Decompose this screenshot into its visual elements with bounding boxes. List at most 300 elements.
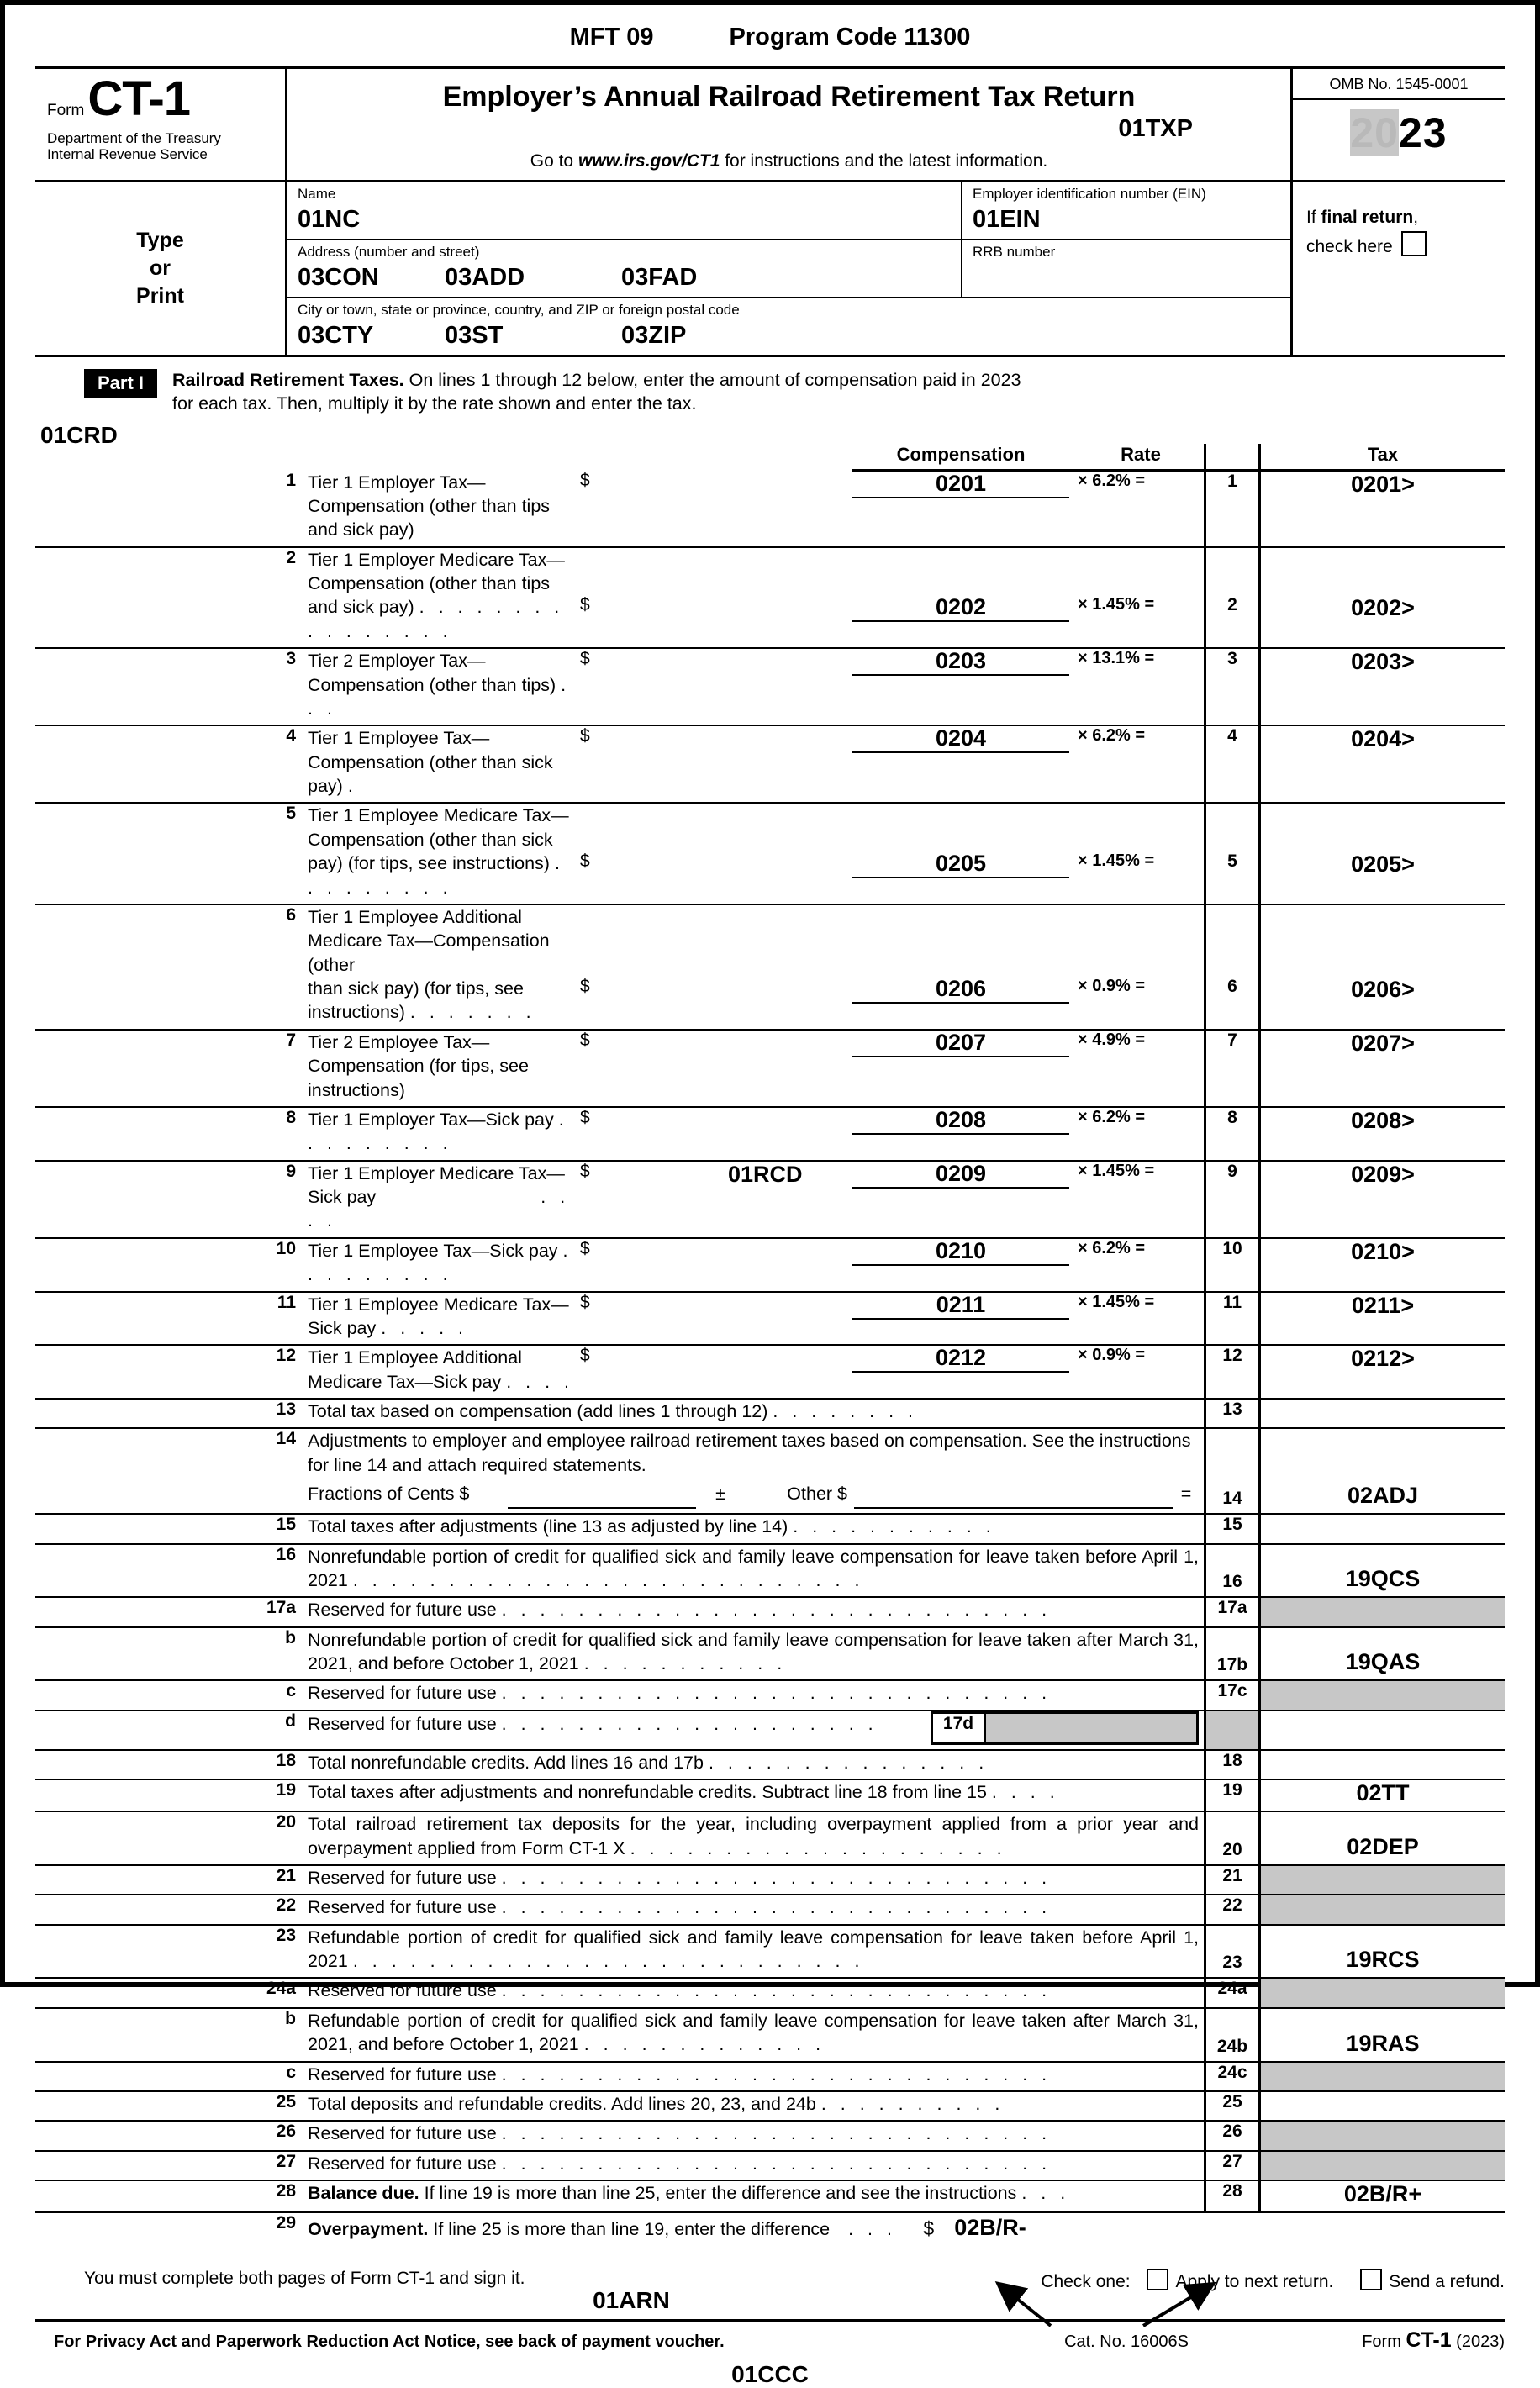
line-2-tax[interactable]: 0202>	[1351, 595, 1415, 621]
line-12-tax[interactable]: 0212>	[1351, 1346, 1415, 1372]
line-17c-lnum: 17c	[1205, 1680, 1260, 1705]
part-1-heading	[35, 369, 1505, 415]
line-14-fractions-input[interactable]	[508, 1482, 696, 1508]
line-4-dots: .	[347, 776, 358, 797]
line-10-desc: Tier 1 Employee Tax—Sick pay	[308, 1240, 558, 1261]
line-1-desc: Tier 1 Employer Tax—Compensation (other than tips and sick pay)	[308, 472, 551, 540]
table-row	[35, 725, 1505, 798]
line-12-lnum: 12	[1205, 1345, 1260, 1394]
line-12-dollar: $	[580, 1346, 590, 1366]
line-3-number: 3	[286, 649, 296, 669]
omb-year-block	[1293, 69, 1505, 180]
table-row	[35, 2091, 1505, 2116]
line-13-number: 13	[276, 1400, 296, 1420]
line-23-desc: Refundable portion of credit for qualified sick and family leave compensation for leave taken before April 1, 2021	[308, 1927, 1199, 1972]
line-28-desc: If line 19 is more than line 25, enter the difference and see the instructions	[419, 2183, 1017, 2204]
line-11-rate: × 1.45% =	[1078, 1292, 1155, 1311]
line-26-reserved-cell	[1260, 2121, 1506, 2145]
line-28-number: 28	[276, 2181, 296, 2201]
line-7-compensation[interactable]: 0207	[852, 1031, 1069, 1057]
line-28-lnum: 28	[1205, 2180, 1260, 2207]
line-14-tax[interactable]: 02ADJ	[1347, 1483, 1419, 1509]
line-8-compensation[interactable]: 0208	[852, 1108, 1069, 1135]
line-12-number: 12	[276, 1346, 296, 1366]
line-24a-desc: Reserved for future use	[308, 1980, 497, 2001]
line-14-fractions-label: Fractions of Cents $	[308, 1484, 470, 1505]
form-word-label: Form	[47, 102, 85, 119]
line-5-lnum: 5	[1205, 851, 1260, 899]
header-tax: Tax	[1260, 444, 1506, 471]
line-26-lnum: 26	[1205, 2121, 1260, 2145]
must-complete-note: You must complete both pages of Form CT-1 and sign it.	[84, 2268, 525, 2288]
privacy-notice: For Privacy Act and Paperwork Reduction Act Notice, see back of payment voucher.	[54, 2332, 725, 2351]
table-column-headers	[35, 444, 1505, 471]
zip-value: 03ZIP	[621, 322, 687, 349]
line-8-lnum: 8	[1205, 1107, 1260, 1156]
type-or-print-line3: Print	[136, 284, 184, 308]
table-row	[35, 2180, 1505, 2207]
line-12-rate: × 0.9% =	[1078, 1346, 1146, 1365]
table-row	[35, 1978, 1505, 2002]
line-2-number: 2	[286, 547, 296, 567]
line-20-lnum: 20	[1205, 1811, 1260, 1860]
line-18-lnum: 18	[1205, 1750, 1260, 1774]
table-row	[35, 471, 1505, 542]
line-3-lnum: 3	[1205, 648, 1260, 720]
line-17a-lnum: 17a	[1205, 1597, 1260, 1621]
top-codes-row	[35, 5, 1505, 51]
line-24b-number: b	[285, 2008, 296, 2028]
line-4-desc: Tier 1 Employee Tax—Compensation (other than sick pay)	[308, 728, 553, 797]
line-6-tax[interactable]: 0206>	[1351, 977, 1415, 1003]
line-17c-dots: . . . . . . . . . . . . . . . . . . . . . . . . . . . . .	[501, 1683, 1052, 1704]
final-return-bold: final return	[1321, 208, 1414, 227]
final-return-checkhere-label: check here	[1306, 236, 1393, 256]
line-6-number: 6	[286, 904, 296, 925]
line-24a-dots: . . . . . . . . . . . . . . . . . . . . . . . . . . . . .	[501, 1980, 1052, 2001]
line-13-dots: . . . . . . . .	[773, 1401, 918, 1422]
line-19-number: 19	[276, 1780, 296, 1800]
table-row	[35, 2062, 1505, 2086]
line-1-lnum: 1	[1205, 471, 1260, 542]
line-2-lnum: 2	[1205, 595, 1260, 643]
table-row	[35, 1925, 1505, 1974]
line-17b-number: b	[285, 1627, 296, 1647]
header-rate: Rate	[1069, 444, 1205, 471]
line-17d-number: d	[285, 1711, 296, 1731]
line-22-desc: Reserved for future use	[308, 1897, 497, 1918]
line-20-tax[interactable]: 02DEP	[1347, 1833, 1419, 1859]
line-14-other-input[interactable]	[854, 1482, 1173, 1508]
line-14-other-label: Other $	[787, 1484, 847, 1505]
line-18-number: 18	[276, 1750, 296, 1770]
line-10-rate: × 6.2% =	[1078, 1238, 1146, 1257]
tax-year-prefix: 20	[1350, 109, 1399, 156]
line-24c-lnum: 24c	[1205, 2062, 1260, 2086]
part-1-badge: Part I	[84, 369, 157, 398]
line-10-lnum: 10	[1205, 1238, 1260, 1287]
line-19-dots: . . . .	[991, 1782, 1060, 1803]
table-row	[35, 1477, 1505, 1509]
rrb-field[interactable]	[962, 240, 1290, 297]
line-17b-desc: Nonrefundable portion of credit for qualified sick and family leave compensation for leave taken after March 31, 2021, and before October 1, 2021	[308, 1629, 1199, 1674]
table-row	[35, 1711, 1505, 1745]
footer-form-name: CT-1	[1406, 2327, 1452, 2352]
line-9-desc: Tier 1 Employer Medicare Tax—Sick pay	[308, 1162, 565, 1208]
table-row	[35, 1238, 1505, 1287]
line-11-desc: Tier 1 Employee Medicare Tax—Sick pay	[308, 1294, 569, 1338]
table-row	[35, 2212, 1505, 2243]
table-row	[35, 1292, 1505, 1341]
table-row	[35, 1865, 1505, 1890]
final-return-checkbox[interactable]	[1401, 231, 1427, 256]
line-17d-reserved-cell	[985, 1712, 1198, 1743]
line-10-tax[interactable]: 0210>	[1351, 1238, 1415, 1264]
final-return-prefix: If	[1306, 208, 1321, 227]
dept-line-1: Department of the Treasury	[47, 130, 221, 147]
line-24c-desc: Reserved for future use	[308, 2064, 497, 2085]
line-23-number: 23	[276, 1925, 296, 1945]
program-code: Program Code 11300	[729, 24, 971, 50]
line-9-lnum: 9	[1205, 1161, 1260, 1233]
form-identity-block	[35, 69, 287, 180]
line-5-dots: . . . . . . . . .	[308, 853, 565, 898]
line-28-tax[interactable]: 02B/R+	[1343, 2181, 1422, 2207]
goto-instructions	[287, 151, 1290, 171]
line-8-dots: . . . . . . . . .	[308, 1109, 569, 1154]
line-14-desc: Adjustments to employer and employee railroad retirement taxes based on compensation. See the instructions for line 14 and attach required statements.	[308, 1431, 1191, 1475]
line-17a-dots: . . . . . . . . . . . . . . . . . . . . . . . . . . . . .	[501, 1600, 1052, 1621]
table-row	[35, 1680, 1505, 1705]
line-2-desc: Tier 1 Employer Medicare Tax—Compensation (other than tips	[308, 549, 565, 594]
line-12-desc: Tier 1 Employee Additional Medicare Tax—Sick pay	[308, 1347, 522, 1392]
footer-form-year: (2023)	[1451, 2332, 1505, 2351]
line-17d-spacer-lnum	[1205, 1711, 1260, 1745]
line-4-lnum: 4	[1205, 725, 1260, 798]
ein-caption: Employer identification number (EIN)	[973, 186, 1206, 202]
check-one-label: Check one:	[1041, 2271, 1131, 2291]
ccc-code: 01CCC	[731, 2360, 809, 2387]
line-8-tax[interactable]: 0208>	[1351, 1107, 1415, 1133]
ein-field[interactable]	[962, 182, 1290, 239]
line-5-number: 5	[286, 804, 296, 824]
mft-code: MFT 09	[569, 24, 654, 50]
table-row	[35, 803, 1505, 851]
entity-block	[35, 182, 1505, 357]
address-value-1: 03CON	[298, 264, 379, 291]
line-2-dollar: $	[580, 595, 590, 615]
line-2-dots: . . . . . . . . . . . . . . . .	[308, 597, 564, 641]
line-22-number: 22	[276, 1895, 296, 1916]
line-26-dots: . . . . . . . . . . . . . . . . . . . . . . . . . . . . .	[501, 2123, 1052, 2144]
line-7-desc: Tier 2 Employee Tax—Compensation (for tips, see instructions)	[308, 1031, 529, 1100]
line-25-number: 25	[276, 2091, 296, 2111]
rrb-caption: RRB number	[973, 244, 1056, 260]
crd-code: 01CRD	[40, 422, 118, 449]
line-25-desc: Total deposits and refundable credits. Add lines 20, 23, and 24b	[308, 2093, 816, 2114]
line-17a-reserved-cell	[1260, 1597, 1506, 1621]
line-18-desc: Total nonrefundable credits. Add lines 16 and 17b	[308, 1752, 704, 1773]
line-4-number: 4	[286, 726, 296, 746]
line-27-number: 27	[276, 2151, 296, 2171]
table-row	[35, 1750, 1505, 1774]
line-11-tax[interactable]: 0211>	[1351, 1292, 1415, 1318]
final-return-block	[1293, 182, 1505, 355]
line-24b-desc: Refundable portion of credit for qualified sick and family leave compensation for leave taken after March 31, 2021, and before October 1, 2021	[308, 2010, 1199, 2055]
line-29-dollar: $	[923, 2217, 935, 2240]
goto-suffix: for instructions and the latest information.	[720, 151, 1048, 171]
part-1-text-2: for each tax. Then, multiply it by the rate shown and enter the tax.	[172, 393, 697, 414]
table-row	[35, 2151, 1505, 2175]
line-9-compensation[interactable]: 0209	[852, 1162, 1069, 1189]
table-row	[35, 595, 1505, 643]
dept-line-2: Internal Revenue Service	[47, 146, 208, 163]
line-2-desc2: and sick pay)	[308, 597, 414, 618]
line-24a-reserved-cell	[1260, 1978, 1506, 2002]
line-7-dollar: $	[580, 1030, 590, 1050]
table-row	[35, 1107, 1505, 1156]
tax-year-suffix: 23	[1399, 109, 1448, 156]
line-17d-lnum: 17d	[932, 1712, 985, 1743]
table-row	[35, 648, 1505, 720]
line-5-rate: × 1.45% =	[1078, 851, 1155, 871]
line-17a-number: 17a	[266, 1598, 296, 1618]
address-field[interactable]	[287, 240, 962, 297]
header-compensation: Compensation	[852, 444, 1069, 471]
irs-url[interactable]: www.irs.gov/CT1	[578, 151, 720, 171]
line-14-lnum: 14	[1205, 1477, 1260, 1509]
line-9-rate: × 1.45% =	[1078, 1161, 1155, 1180]
line-9-dollar: $	[580, 1161, 590, 1181]
line-21-number: 21	[276, 1865, 296, 1885]
line-12-compensation[interactable]: 0212	[852, 1346, 1069, 1373]
table-row	[35, 1030, 1505, 1102]
line-15-lnum: 15	[1205, 1514, 1260, 1538]
line-14-number: 14	[276, 1429, 296, 1449]
line-26-desc: Reserved for future use	[308, 2123, 497, 2144]
line-1-dollar: $	[580, 470, 590, 490]
line-11-dots: . . . . .	[381, 1317, 468, 1338]
line-25-lnum: 25	[1205, 2091, 1260, 2116]
line-6-dots: . . . . . . .	[409, 1002, 536, 1023]
line-15-dots: . . . . . . . . . . .	[793, 1516, 996, 1537]
line-21-reserved-cell	[1260, 1865, 1506, 1890]
city-field[interactable]	[287, 298, 1290, 355]
table-row	[35, 1811, 1505, 1860]
line-4-compensation[interactable]: 0204	[852, 726, 1069, 753]
line-24b-lnum: 24b	[1205, 2008, 1260, 2057]
line-2-compensation[interactable]: 0202	[852, 595, 1069, 622]
line-8-desc: Tier 1 Employer Tax—Sick pay	[308, 1109, 554, 1130]
line-17c-reserved-cell	[1260, 1680, 1506, 1705]
line-4-dollar: $	[580, 726, 590, 746]
table-row	[35, 1428, 1505, 1477]
line-10-number: 10	[276, 1238, 296, 1258]
line-14-plusminus: ±	[715, 1484, 725, 1505]
table-row	[35, 1161, 1505, 1233]
line-6-desc2: than sick pay) (for tips, see instructions)	[308, 978, 524, 1023]
line-7-lnum: 7	[1205, 1030, 1260, 1102]
table-row	[35, 547, 1505, 596]
line-10-compensation[interactable]: 0210	[852, 1239, 1069, 1266]
line-6-lnum: 6	[1205, 977, 1260, 1025]
line-23-dots: . . . . . . . . . . . . . . . . . . . . . . . . . . .	[352, 1951, 864, 1972]
line-17d-dots: . . . . . . . . . . . . . . . . . . . .	[501, 1714, 878, 1735]
line-22-reserved-cell	[1260, 1895, 1506, 1919]
line-5-dollar: $	[580, 851, 590, 872]
line-24b-tax[interactable]: 19RAS	[1346, 2030, 1420, 2056]
table-row	[35, 1779, 1505, 1806]
name-value: 01NC	[298, 206, 361, 233]
table-row	[35, 1399, 1505, 1423]
table-row	[35, 1514, 1505, 1538]
table-row	[35, 904, 1505, 977]
address-value-2: 03ADD	[445, 264, 525, 291]
txp-code: 01TXP	[1118, 115, 1193, 142]
line-17c-desc: Reserved for future use	[308, 1683, 497, 1704]
line-20-number: 20	[276, 1812, 296, 1832]
line-16-tax[interactable]: 19QCS	[1345, 1566, 1421, 1592]
line-26-number: 26	[276, 2122, 296, 2142]
line-16-desc: Nonrefundable portion of credit for qualified sick and family leave compensation for leave taken before April 1, 2021	[308, 1546, 1199, 1590]
line-29-desc: If line 25 is more than line 19, enter the difference	[428, 2219, 831, 2240]
line-19-tax[interactable]: 02TT	[1356, 1780, 1410, 1806]
line-17d-spacer-tax	[1260, 1711, 1506, 1745]
line-22-lnum: 22	[1205, 1895, 1260, 1919]
arn-arrows-icon	[933, 2271, 1295, 2334]
line-5-compensation[interactable]: 0205	[852, 851, 1069, 878]
line-23-tax[interactable]: 19RCS	[1346, 1947, 1420, 1973]
line-11-lnum: 11	[1205, 1292, 1260, 1341]
line-18-dots: . . . . . . . . . . . . . . .	[708, 1752, 989, 1773]
line-5-tax[interactable]: 0205>	[1351, 851, 1415, 878]
line-29-desc-bold: Overpayment.	[308, 2219, 429, 2240]
line-1-number: 1	[286, 470, 296, 490]
tax-lines-table	[35, 444, 1505, 2243]
line-5-desc: Tier 1 Employee Medicare Tax—Compensation (other than sick	[308, 805, 569, 850]
line-7-tax[interactable]: 0207>	[1351, 1030, 1415, 1056]
line-11-compensation[interactable]: 0211	[852, 1293, 1069, 1320]
address-caption: Address (number and street)	[298, 244, 480, 260]
line-16-lnum: 16	[1205, 1544, 1260, 1593]
line-20-desc: Total railroad retirement tax deposits for the year, including overpayment applied from a prior year and overpayment applied from Form CT-1 X	[308, 1814, 1199, 1858]
form-header	[35, 66, 1505, 182]
table-row	[35, 1544, 1505, 1593]
address-value-3: 03FAD	[621, 264, 698, 291]
line-9-dots: . . . .	[308, 1187, 570, 1231]
line-15-number: 15	[276, 1515, 296, 1535]
name-field[interactable]	[287, 182, 962, 239]
line-6-dollar: $	[580, 977, 590, 997]
send-refund-checkbox[interactable]	[1360, 2269, 1382, 2290]
line-17b-lnum: 17b	[1205, 1627, 1260, 1676]
line-8-rate: × 6.2% =	[1078, 1107, 1146, 1126]
line-28-desc-bold: Balance due.	[308, 2183, 419, 2204]
line-27-reserved-cell	[1260, 2151, 1506, 2175]
part-1-title: Railroad Retirement Taxes.	[172, 370, 404, 390]
page-title: Employer’s Annual Railroad Retirement Tax Return	[442, 81, 1136, 113]
line-3-dollar: $	[580, 649, 590, 669]
line-21-lnum: 21	[1205, 1865, 1260, 1890]
line-25-dots: . . . . . . . . . .	[820, 2093, 1005, 2114]
line-21-desc: Reserved for future use	[308, 1867, 497, 1888]
line-13-desc: Total tax based on compensation (add lines 1 through 12)	[308, 1401, 768, 1422]
line-17b-tax[interactable]: 19QAS	[1345, 1649, 1421, 1675]
table-row	[35, 2008, 1505, 2057]
line-10-dots: . . . . . . . . .	[308, 1240, 573, 1285]
line-17d-desc: Reserved for future use	[308, 1714, 497, 1735]
table-row	[35, 1895, 1505, 1919]
line-9-number: 9	[286, 1161, 296, 1181]
line-6-rate: × 0.9% =	[1078, 977, 1146, 996]
line-11-dollar: $	[580, 1292, 590, 1312]
line-12-dots: . . . .	[506, 1371, 574, 1392]
ein-value: 01EIN	[973, 206, 1041, 233]
line-1-tax[interactable]: 0201>	[1351, 472, 1415, 498]
line-11-number: 11	[277, 1292, 296, 1312]
line-4-rate: × 6.2% =	[1078, 726, 1146, 746]
line-21-dots: . . . . . . . . . . . . . . . . . . . . . . . . . . . . .	[501, 1867, 1052, 1888]
line-7-rate: × 4.9% =	[1078, 1030, 1146, 1049]
line-1-compensation[interactable]: 0201	[852, 472, 1069, 498]
form-title-block	[287, 69, 1293, 180]
final-return-comma: ,	[1413, 208, 1419, 227]
line-10-dollar: $	[580, 1238, 590, 1258]
line-3-dots: . . .	[308, 674, 571, 719]
line-3-compensation[interactable]: 0203	[852, 649, 1069, 676]
type-or-print-line1: Type	[136, 229, 184, 252]
line-5-desc2: pay) (for tips, see instructions)	[308, 853, 550, 874]
line-24b-dots: . . . . . . . . . . . . .	[583, 2034, 825, 2055]
line-28-dots: . . .	[1021, 2183, 1070, 2204]
line-13-lnum: 13	[1205, 1399, 1260, 1423]
line-7-number: 7	[286, 1030, 296, 1050]
form-number: CT-1	[87, 71, 191, 126]
line-27-dots: . . . . . . . . . . . . . . . . . . . . . . . . . . . . .	[501, 2153, 1052, 2174]
tax-year	[1293, 100, 1505, 157]
line-17a-desc: Reserved for future use	[308, 1600, 497, 1621]
line-9-tax[interactable]: 0209>	[1351, 1161, 1415, 1187]
line-29-value[interactable]: 02B/R-	[954, 2215, 1026, 2241]
rcd-overlay-code: 01RCD	[728, 1161, 803, 1187]
line-24a-number: 24a	[266, 1979, 296, 1999]
line-29-number: 29	[276, 2213, 296, 2233]
line-22-dots: . . . . . . . . . . . . . . . . . . . . . . . . . . . . .	[501, 1897, 1052, 1918]
line-4-tax[interactable]: 0204>	[1351, 726, 1415, 752]
line-3-desc: Tier 2 Employer Tax—Compensation (other than tips)	[308, 651, 556, 695]
goto-prefix: Go to	[530, 151, 578, 171]
city-value: 03CTY	[298, 322, 374, 349]
line-24c-dots: . . . . . . . . . . . . . . . . . . . . . . . . . . . . .	[501, 2064, 1052, 2085]
footer-form-word: Form	[1362, 2332, 1406, 2351]
table-row	[35, 2121, 1505, 2145]
table-row	[35, 1597, 1505, 1621]
line-6-compensation[interactable]: 0206	[852, 977, 1069, 1004]
type-or-print-label	[35, 182, 287, 355]
city-caption: City or town, state or province, country, and ZIP or foreign postal code	[298, 302, 740, 318]
line-24c-reserved-cell	[1260, 2062, 1506, 2086]
line-3-tax[interactable]: 0203>	[1351, 649, 1415, 675]
omb-number: OMB No. 1545-0001	[1293, 69, 1505, 100]
line-2-rate: × 1.45% =	[1078, 595, 1155, 614]
table-row	[35, 1345, 1505, 1394]
line-16-dots: . . . . . . . . . . . . . . . . . . . . . . . . . . .	[352, 1569, 864, 1590]
catalog-number: Cat. No. 16006S	[1064, 2332, 1189, 2351]
line-17b-dots: . . . . . . . . . . .	[583, 1653, 787, 1674]
line-6-desc: Tier 1 Employee Additional Medicare Tax—Compensation (other	[308, 906, 550, 975]
table-row	[35, 1627, 1505, 1676]
type-or-print-line2: or	[150, 256, 171, 280]
